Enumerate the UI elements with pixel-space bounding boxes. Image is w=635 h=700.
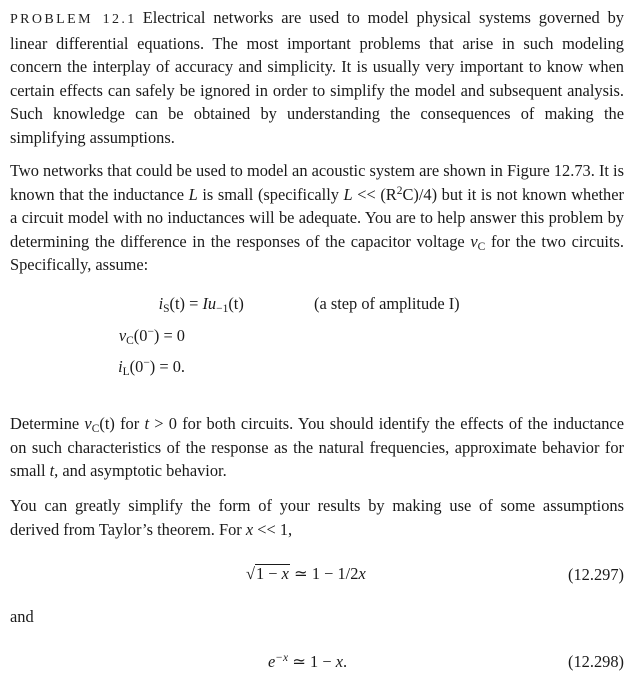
- p3-text-2: for: [114, 414, 145, 433]
- subscript-L: L: [122, 366, 130, 378]
- eq298-period: .: [342, 652, 348, 671]
- superscript-minus: −: [143, 357, 150, 369]
- is-equals: =: [185, 294, 203, 313]
- paragraph1-text: Electrical networks are used to model physical systems governed by linear differential equations. The most important problems that arise in such modeling concern the interplay of accuracy and simplicity. It is usually very important to know when certain effects can safely be ignored in order to simplify the model and subsequent analysis. Such knowledge can be obtained by understanding the consequences of making the simplifying assumptions.: [10, 8, 624, 147]
- radicand-text: 1 −: [256, 564, 282, 583]
- taylor-paragraph: [10, 494, 624, 541]
- networks-paragraph: [10, 159, 624, 277]
- subscript-C: C: [477, 240, 486, 253]
- symbol-t-2: t: [49, 461, 55, 481]
- subscript-C: C: [126, 335, 134, 347]
- p4-text-1: You can greatly simplify the form of your results by making use of some assumptions derived from Taylor’s theorem. For: [10, 496, 624, 539]
- symbol-v: v: [470, 231, 478, 251]
- equation-number-12-298: (12.298): [568, 652, 624, 671]
- p2-text-2: is small (specifically: [197, 184, 344, 204]
- sqrt-symbol: √: [246, 564, 255, 583]
- sqrt-radicand: [255, 564, 290, 583]
- p4-text-2: << 1,: [253, 519, 293, 539]
- il-end: ) = 0.: [149, 357, 185, 376]
- symbol-x: x: [245, 519, 254, 539]
- p3-arg: (t): [99, 414, 115, 433]
- symbol-v: v: [118, 326, 127, 345]
- p2-text-4: C)/4) but it is not known whether a circuit model with no inductances will be adequate. You are to help answer this problem by determining the difference in the responses of the capacitor voltage: [10, 184, 624, 251]
- equation-number-12-297: (12.297): [568, 565, 624, 584]
- exponent-minus-x: −x: [275, 652, 289, 664]
- condition-is: [95, 293, 460, 315]
- problem-intro-paragraph: [10, 6, 624, 150]
- p2-text-5: for the two circuits. Specifically, assume:: [10, 231, 624, 275]
- condition-il: [95, 356, 185, 378]
- symbol-Iu: Iu: [202, 294, 217, 313]
- vc-end: ) = 0: [153, 326, 185, 345]
- symbol-e: e: [268, 652, 276, 671]
- is-arg: (t): [169, 294, 185, 313]
- eq298-approx: ≃ 1 −: [288, 652, 336, 671]
- equation-12-298: [268, 651, 347, 673]
- symbol-x: x: [281, 564, 289, 583]
- step-note: (a step of amplitude I): [314, 294, 460, 313]
- subscript-C: C: [91, 423, 100, 435]
- subscript-minus1: −1: [216, 303, 229, 315]
- il-arg: (0: [129, 357, 144, 376]
- symbol-x-2: x: [358, 564, 366, 583]
- p2-text-3: << (R: [352, 184, 397, 204]
- symbol-L: L: [188, 184, 198, 204]
- p3-text-4: , and asymptotic behavior.: [54, 461, 227, 481]
- symbol-x: x: [335, 652, 343, 671]
- and-word: and: [10, 607, 34, 626]
- problem-heading: PROBLEM 12.1: [10, 12, 137, 27]
- equation-12-297: [246, 563, 366, 585]
- symbol-L-2: L: [343, 184, 353, 204]
- superscript-minus: −: [147, 326, 154, 338]
- symbol-i: i: [158, 294, 164, 313]
- subscript-S: S: [163, 303, 170, 315]
- vc-arg: (0: [133, 326, 148, 345]
- is-rhs-arg: (t): [228, 294, 244, 313]
- p3-text-3: > 0 for both circuits. You should identify the effects of the inductance on such characteristics of the response as the natural frequencies, approximate behavior for small: [10, 414, 624, 481]
- p2-text-1: Two networks that could be used to model an acoustic system are shown in Figure 12.73. It is known that the inductance: [10, 161, 624, 204]
- superscript-2: 2: [396, 184, 403, 197]
- eq297-approx: ≃ 1 − 1/2: [289, 564, 359, 583]
- symbol-v: v: [84, 414, 92, 433]
- symbol-i: i: [118, 357, 123, 376]
- condition-vc: [95, 325, 185, 347]
- symbol-t: t: [144, 414, 150, 433]
- p3-text-1: Determine: [10, 414, 85, 433]
- determine-paragraph: [10, 412, 624, 483]
